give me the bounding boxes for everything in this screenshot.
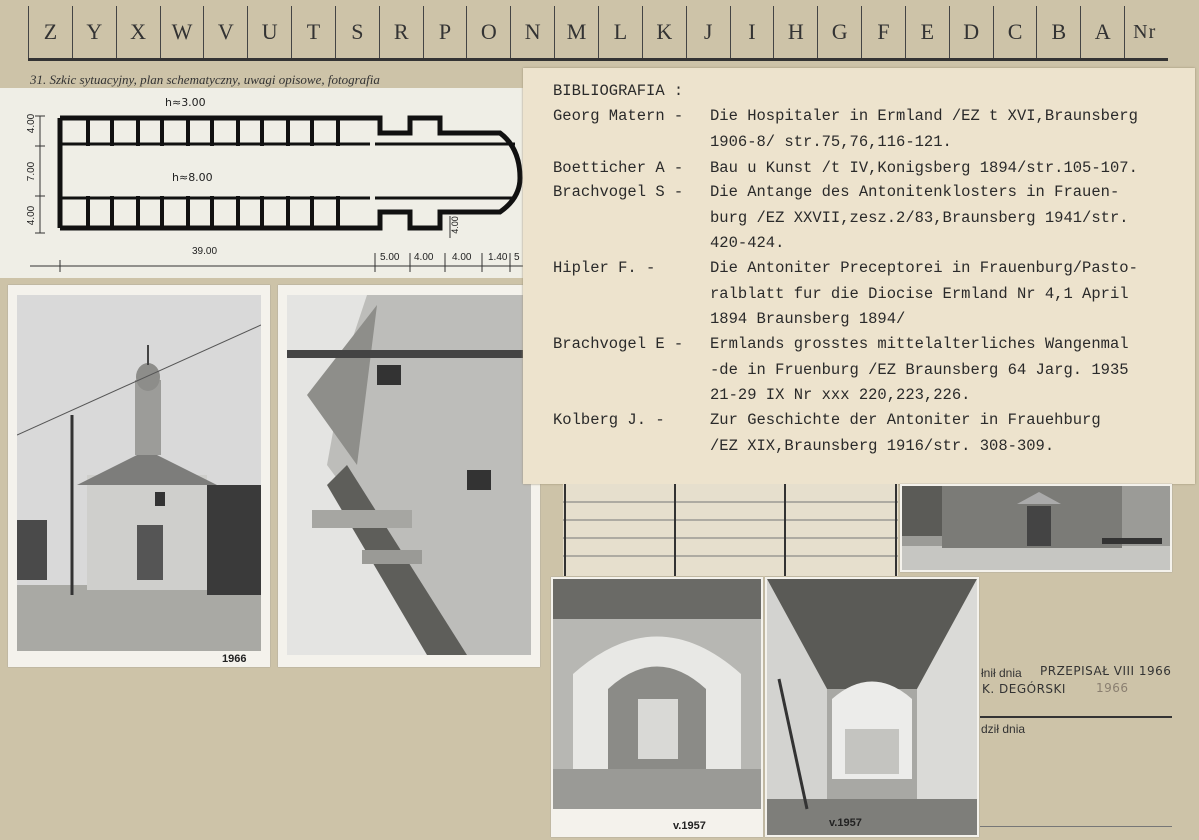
- dim-wall-2: 4.00: [26, 205, 38, 226]
- index-letter-y: Y: [72, 6, 117, 58]
- index-letter-nr: Nr: [1124, 6, 1177, 58]
- index-letter-f: F: [861, 6, 906, 58]
- index-letter-d: D: [949, 6, 994, 58]
- index-letter-a: A: [1080, 6, 1125, 58]
- photo-building-side: [278, 285, 540, 667]
- checked-date-label: dził dnia: [981, 722, 1026, 736]
- floor-plan-drawing: [0, 88, 523, 278]
- index-letter-e: E: [905, 6, 950, 58]
- photo-interior-left: [551, 577, 763, 837]
- signature-line: [980, 716, 1172, 718]
- photo-interior-right: [765, 577, 979, 837]
- index-letter-z: Z: [28, 6, 73, 58]
- index-letter-x: X: [116, 6, 161, 58]
- index-letter-w: W: [160, 6, 205, 58]
- ledger-grid-slip: [563, 484, 898, 576]
- interior-left-photo-image: [553, 579, 761, 809]
- ledger-grid-lines: [563, 484, 898, 576]
- index-letter-n: N: [510, 6, 555, 58]
- index-letter-r: R: [379, 6, 424, 58]
- dim-d5: 5: [514, 252, 520, 263]
- index-letter-u: U: [247, 6, 292, 58]
- courtyard-photo-image: [902, 486, 1170, 570]
- exterior-photo-image: [17, 295, 261, 651]
- year-handwriting: 1966: [1096, 681, 1129, 695]
- dim-length: 39.00: [192, 246, 218, 257]
- bibliography-citation: Bau u Kunst /t IV,Konigsberg 1894/str.105-107.: [710, 159, 1138, 177]
- floor-plan-sketch: [0, 88, 523, 278]
- index-letter-h: H: [773, 6, 818, 58]
- bibliography-author: Georg Matern -: [553, 107, 684, 125]
- index-letter-i: I: [730, 6, 775, 58]
- dim-wall-3: 4.00: [449, 216, 460, 234]
- bibliography-author: Brachvogel S -: [553, 183, 684, 201]
- bibliography-heading: BIBLIOGRAFIA :: [553, 82, 684, 100]
- index-letter-c: C: [993, 6, 1038, 58]
- photo-exterior-tower: [8, 285, 270, 667]
- index-strip: [28, 6, 1168, 61]
- index-letter-g: G: [817, 6, 862, 58]
- index-letter-v: V: [203, 6, 248, 58]
- filled-date-label: łnił dnia: [981, 666, 1022, 680]
- bibliography-citation: Die Hospitaler in Ermland /EZ t XVI,Braunsberg 1906-8/ str.75,76,116-121.: [710, 107, 1138, 151]
- author-handwriting: K. DEGÓRSKI: [982, 682, 1066, 696]
- index-letter-s: S: [335, 6, 380, 58]
- dim-height-top: h≈3.00: [165, 96, 206, 109]
- photo-year-label: 1966: [222, 653, 247, 665]
- bibliography-citation: Die Antoniter Preceptorei in Frauenburg/Pasto- ralblatt fur die Diocise Ermland Nr 4,1 April 1894 Braunsberg 1894/: [710, 259, 1138, 328]
- bibliography-slip: [523, 68, 1195, 484]
- index-letter-b: B: [1036, 6, 1081, 58]
- filled-date-handwriting: PRZEPISAŁ VIII 1966: [1040, 664, 1172, 678]
- dim-height-mid: h≈8.00: [172, 171, 213, 184]
- dim-d3: 4.00: [452, 252, 472, 263]
- bibliography-citation: Ermlands grosstes mittelalterliches Wangenmal -de in Fruenburg /EZ Braunsberg 64 Jarg. 1935 21-29 IX Nr xxx 220,223,226.: [710, 335, 1129, 404]
- dim-nave: 7.00: [26, 161, 38, 182]
- bibliography-author: Boetticher A -: [553, 159, 684, 177]
- interior-right-label: v.1957: [829, 817, 862, 829]
- building-side-photo-image: [287, 295, 531, 655]
- bibliography-author: Kolberg J. -: [553, 411, 665, 429]
- bibliography-citation: Die Antange des Antonitenklosters in Frauen- burg /EZ XXVII,zesz.2/83,Braunsberg 1941/str. 420-424.: [710, 183, 1129, 252]
- checked-line: [980, 826, 1172, 827]
- index-letter-l: L: [598, 6, 643, 58]
- dim-wall-1: 4.00: [26, 113, 38, 134]
- bibliography-author: Brachvogel E -: [553, 335, 684, 353]
- index-letter-j: J: [686, 6, 731, 58]
- dim-d4: 1.40: [488, 252, 508, 263]
- bibliography-author: Hipler F. -: [553, 259, 656, 277]
- index-letter-o: O: [466, 6, 511, 58]
- index-letter-t: T: [291, 6, 336, 58]
- bibliography-citation: Zur Geschichte der Antoniter in Frauehburg /EZ XIX,Braunsberg 1916/str. 308-309.: [710, 411, 1101, 455]
- dim-d2: 4.00: [414, 252, 434, 263]
- index-letter-k: K: [642, 6, 687, 58]
- index-letter-p: P: [423, 6, 468, 58]
- interior-left-label: v.1957: [673, 820, 706, 832]
- dim-d1: 5.00: [380, 252, 400, 263]
- interior-right-photo-image: [767, 579, 977, 835]
- section-caption: 31. Szkic sytuacyjny, plan schematyczny, uwagi opisowe, fotografia: [30, 72, 380, 87]
- index-letter-m: M: [554, 6, 599, 58]
- photo-courtyard: [900, 484, 1172, 572]
